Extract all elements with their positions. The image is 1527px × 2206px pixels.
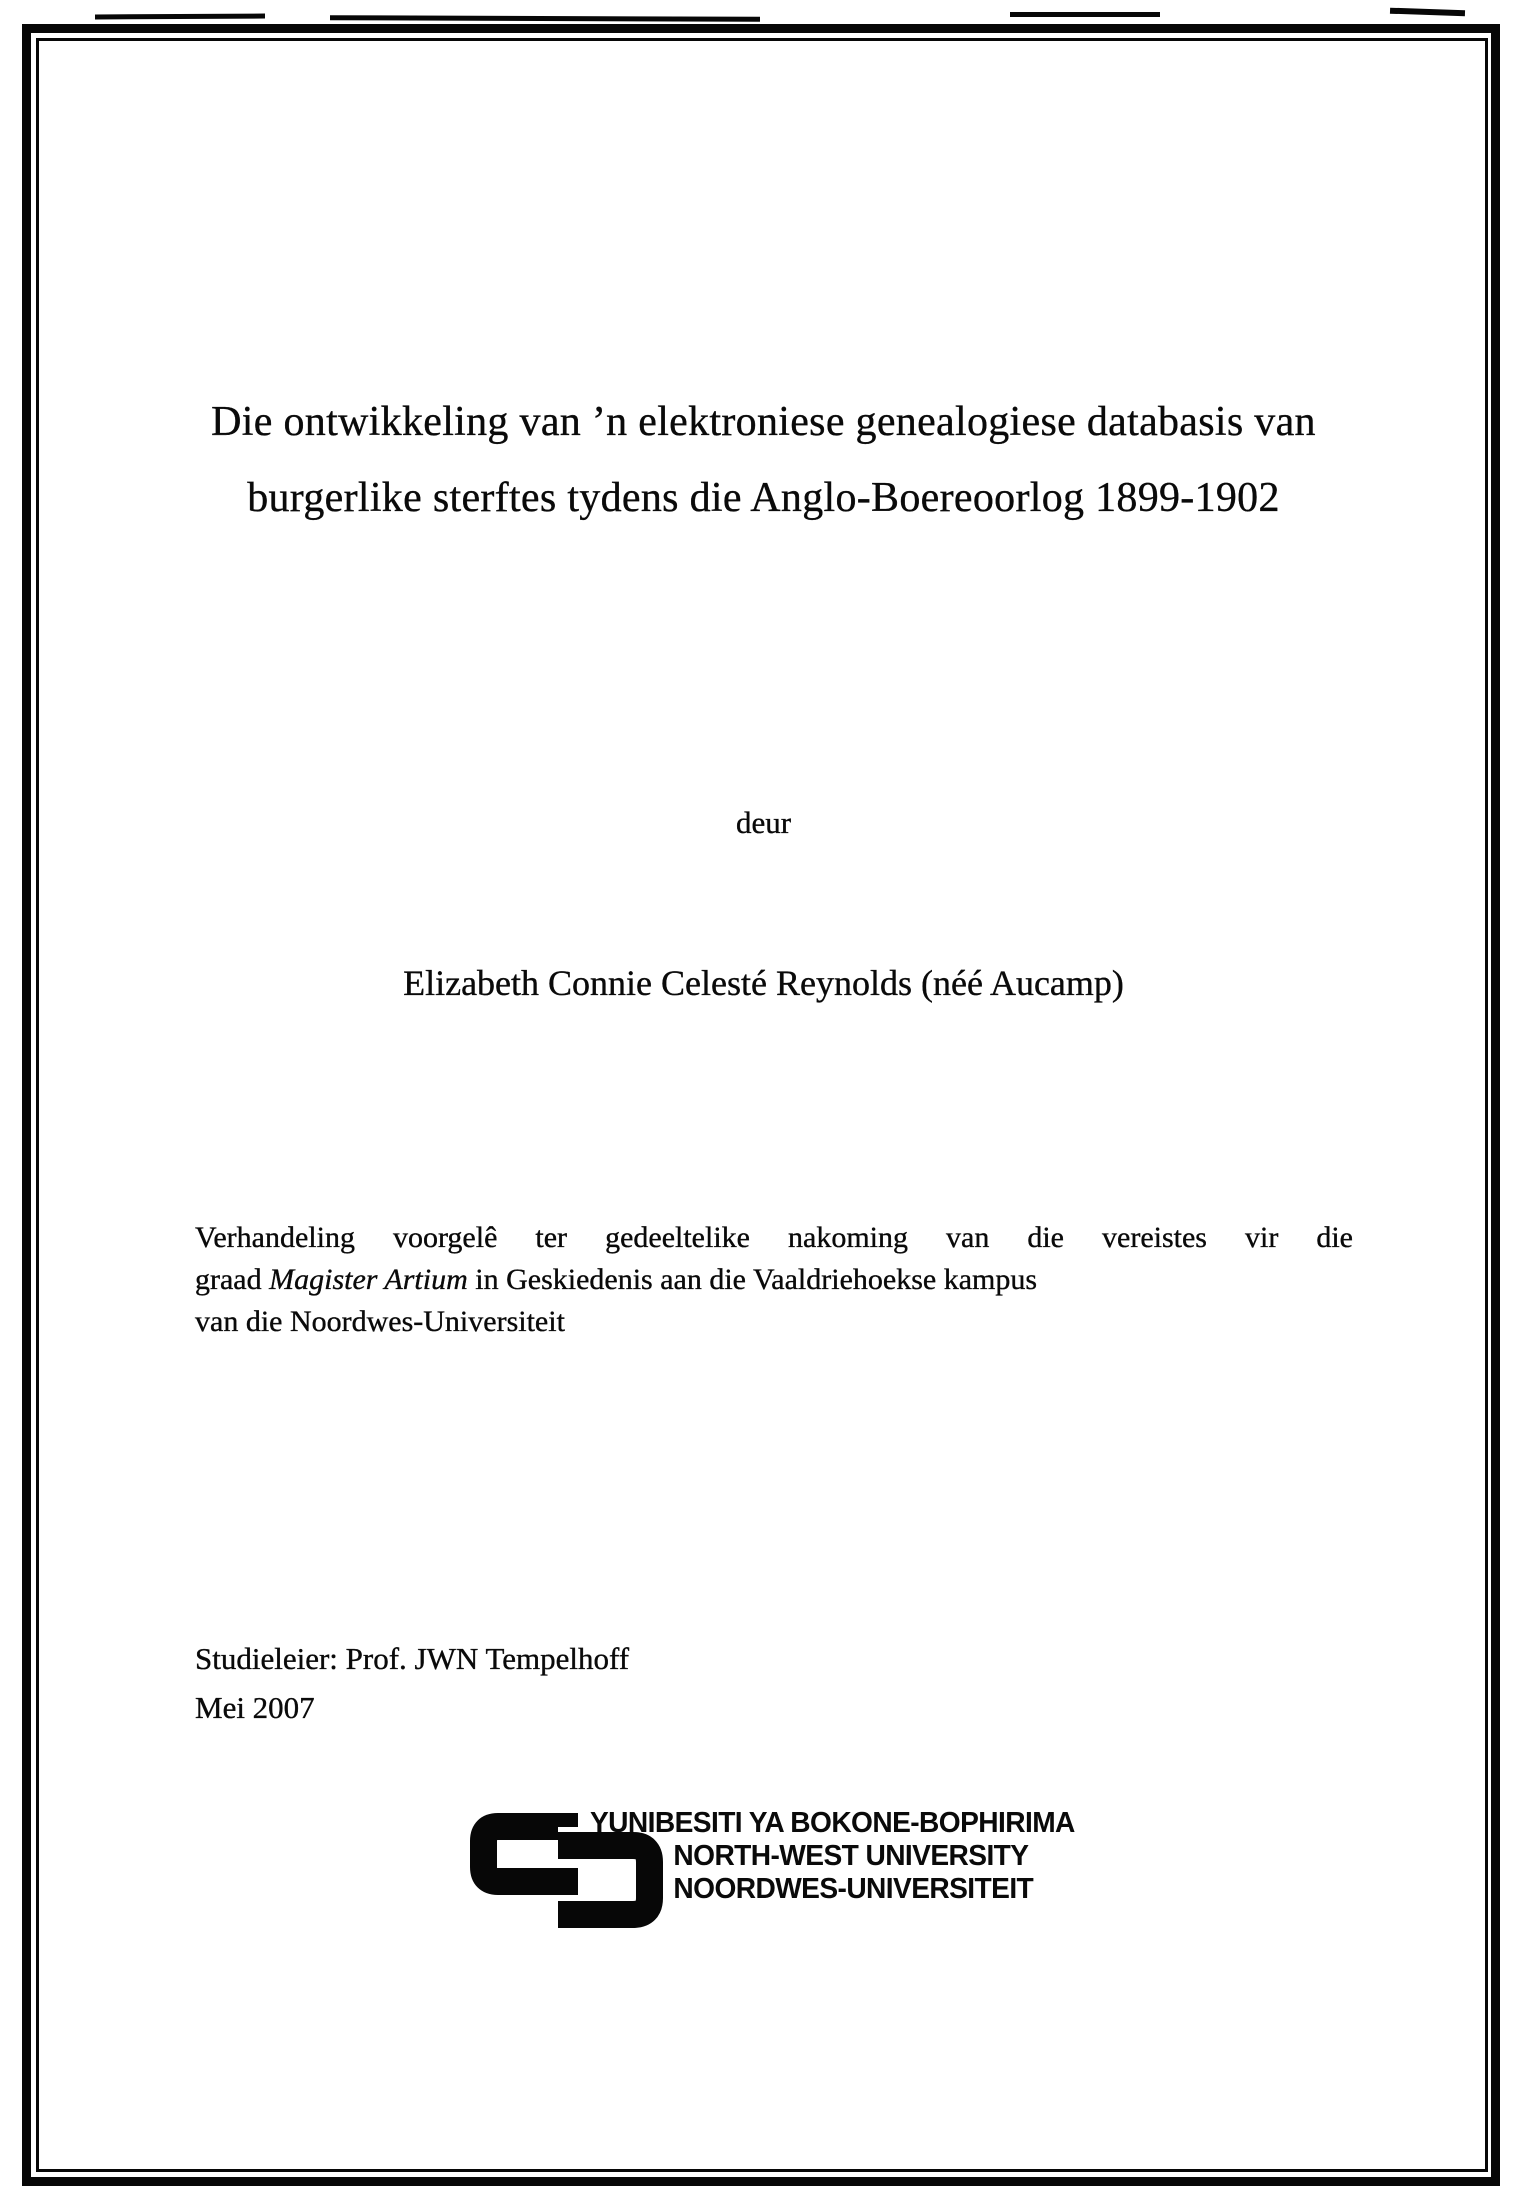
scan-artifact: [330, 15, 760, 22]
university-logo-text: [590, 1807, 1075, 1906]
author-name: Elizabeth Connie Celesté Reynolds (néé Aucamp): [403, 963, 1124, 1003]
logo-text-setswana: YUNIBESITI YA BOKONE-BOPHIRIMA: [590, 1807, 1075, 1839]
logo-text-afrikaans: NOORDWES-UNIVERSITEIT: [673, 1873, 1034, 1905]
byline-deur: deur: [735, 805, 792, 840]
declaration-line-1: Verhandeling voorgelê ter gedeeltelike nakoming van die vereistes vir die: [195, 1221, 1353, 1254]
degree-name-italic: Magister Artium: [269, 1263, 468, 1296]
degree-declaration: [195, 1217, 1353, 1343]
scan-artifact: [95, 14, 265, 20]
thesis-title-line-2: burgerlike sterftes tydens die Anglo-Boereoorlog 1899-1902: [247, 475, 1280, 521]
date-line: Mei 2007: [195, 1690, 315, 1725]
declaration-line-2-pre: graad: [195, 1263, 270, 1296]
scan-artifact: [1390, 8, 1465, 17]
thesis-title: [90, 384, 1437, 536]
university-logo: [470, 1798, 1130, 1943]
declaration-line-3: van die Noordwes-Universiteit: [195, 1305, 565, 1338]
declaration-line-2: [195, 1259, 1353, 1301]
declaration-line-2-post: in Geskiedenis aan die Vaaldriehoekse kampus: [467, 1263, 1038, 1296]
logo-text-english: NORTH-WEST UNIVERSITY: [673, 1840, 1029, 1872]
supervisor-block: [195, 1634, 629, 1732]
scan-artifact: [1010, 12, 1160, 17]
supervisor-line: Studieleier: Prof. JWN Tempelhoff: [195, 1641, 630, 1676]
thesis-title-line-1: Die ontwikkeling van ’n elektroniese genealogiese databasis van: [211, 399, 1316, 445]
